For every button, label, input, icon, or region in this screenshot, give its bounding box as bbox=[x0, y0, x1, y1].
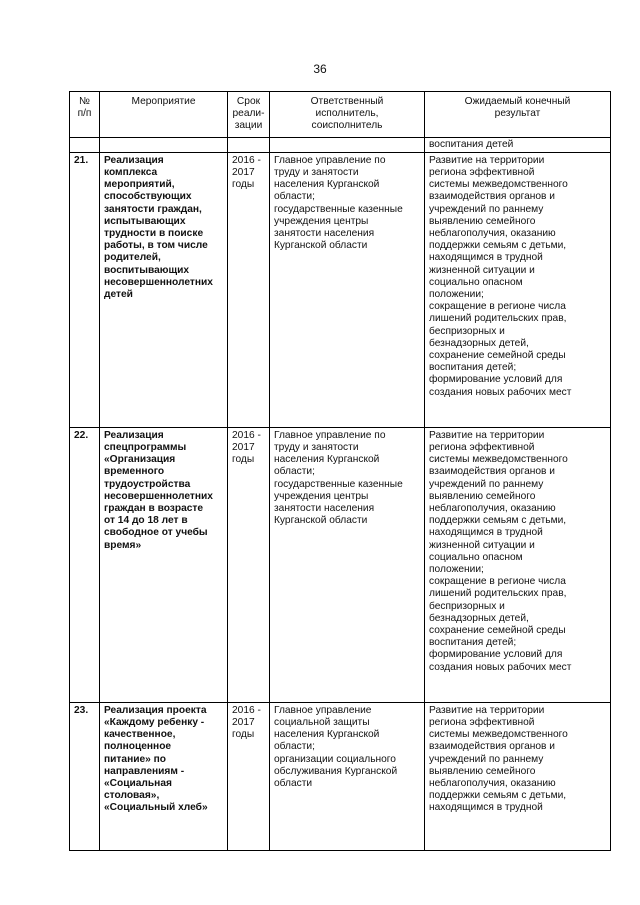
cell-num: 21. bbox=[70, 152, 100, 427]
cell-term: 2016 - 2017 годы bbox=[228, 152, 270, 427]
cell-num: 22. bbox=[70, 427, 100, 702]
cell-term: 2016 - 2017 годы bbox=[228, 702, 270, 850]
table-row bbox=[70, 152, 611, 427]
cell-num: 23. bbox=[70, 702, 100, 850]
cell-result: Развитие на территории региона эффективной системы межведомственного взаимодействия органов и учреждений по раннему выявлению семейного неблагополучия, оказанию поддержки семьям с детьми, находящимся в трудной bbox=[425, 702, 611, 850]
table-row bbox=[70, 702, 611, 850]
header-result: Ожидаемый конечный результат bbox=[425, 92, 611, 138]
page-number: 36 bbox=[313, 62, 327, 76]
table-header-row bbox=[70, 92, 611, 138]
header-responsible: Ответственный исполнитель, соисполнитель bbox=[270, 92, 425, 138]
cell-event: Реализация комплекса мероприятий, способствующих занятости граждан, испытывающих трудности в поиске работы, в том числе родителей, воспитывающих несовершеннолетних детей bbox=[100, 152, 228, 427]
cell-result: Развитие на территории региона эффективной системы межведомственного взаимодействия органов и учреждений по раннему выявлению семейного неблагополучия, оказанию поддержки семьям с детьми, находящимся в трудной жизненной ситуации и социально опасном положении; сокращение в регионе числа лишений родительских прав, беспризорных и безнадзорных детей, сохранение семейной среды воспитания детей; формирование условий для создания новых рабочих мест bbox=[425, 152, 611, 427]
table-row-continuation bbox=[70, 137, 611, 152]
cell-num bbox=[70, 137, 100, 152]
cell-responsible: Главное управление социальной защиты населения Курганской области; организации социального обслуживания Курганской области bbox=[270, 702, 425, 850]
table-row bbox=[70, 427, 611, 702]
cell-responsible: Главное управление по труду и занятости населения Курганской области; государственные казенные учреждения центры занятости населения Курганской области bbox=[270, 427, 425, 702]
header-num: № п/п bbox=[70, 92, 100, 138]
header-event: Мероприятие bbox=[100, 92, 228, 138]
cell-event: Реализация спецпрограммы «Организация временного трудоустройства несовершеннолетних граждан в возрасте от 14 до 18 лет в свободное от учебы время» bbox=[100, 427, 228, 702]
cell-responsible: Главное управление по труду и занятости населения Курганской области; государственные казенные учреждения центры занятости населения Курганской области bbox=[270, 152, 425, 427]
cell-event bbox=[100, 137, 228, 152]
cell-result: Развитие на территории региона эффективной системы межведомственного взаимодействия органов и учреждений по раннему выявлению семейного неблагополучия, оказанию поддержки семьям с детьми, находящимся в трудной жизненной ситуации и социально опасном положении; сокращение в регионе числа лишений родительских прав, беспризорных и безнадзорных детей, сохранение семейной среды воспитания детей; формирование условий для создания новых рабочих мест bbox=[425, 427, 611, 702]
cell-responsible bbox=[270, 137, 425, 152]
cell-result: воспитания детей bbox=[425, 137, 611, 152]
cell-event: Реализация проекта «Каждому ребенку - качественное, полноценное питание» по направлениям - «Социальная столовая», «Социальный хлеб» bbox=[100, 702, 228, 850]
cell-term bbox=[228, 137, 270, 152]
header-term: Срок реали- зации bbox=[228, 92, 270, 138]
measures-table bbox=[69, 91, 611, 851]
cell-term: 2016 - 2017 годы bbox=[228, 427, 270, 702]
